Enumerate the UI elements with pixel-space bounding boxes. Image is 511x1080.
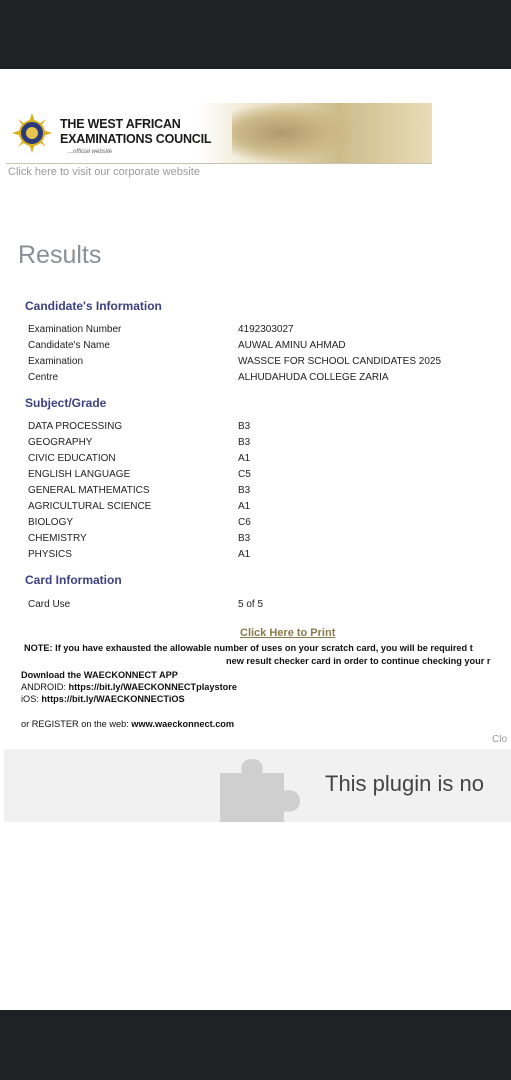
subject-name: ENGLISH LANGUAGE (28, 469, 131, 480)
tagline: ...official website (68, 149, 113, 155)
note-line1: If you have exhausted the allowable number of uses on your scratch card, you will be required t (52, 643, 473, 653)
info-label: Examination (28, 356, 84, 367)
grade-row (28, 421, 511, 437)
info-value: 4192303027 (238, 324, 294, 335)
ios-line (21, 693, 237, 705)
info-row (28, 324, 511, 340)
info-row (28, 356, 511, 372)
subject-name: BIOLOGY (28, 517, 74, 528)
grade-value: B3 (238, 421, 251, 432)
ios-link[interactable]: https://bit.ly/WAECKONNECTiOS (41, 694, 185, 704)
scratch-card-note (24, 642, 511, 668)
info-label: Candidate's Name (28, 340, 110, 351)
candidate-info-title: Candidate's Information (25, 299, 162, 313)
register-link[interactable]: www.waeckonnect.com (131, 719, 235, 729)
plugin-placeholder (4, 749, 511, 822)
app-download-info (21, 669, 237, 705)
grade-value: B3 (238, 437, 251, 448)
register-line (21, 719, 234, 729)
info-row (28, 372, 511, 388)
page-title: Results (18, 241, 102, 269)
organisation-name: THE WEST AFRICAN EXAMINATIONS COUNCIL (60, 117, 212, 146)
status-bar (0, 0, 511, 69)
grade-value: A1 (238, 549, 251, 560)
info-value: ALHUDAHUDA COLLEGE ZARIA (238, 372, 389, 383)
info-value: WASSCE FOR SCHOOL CANDIDATES 2025 (238, 356, 442, 367)
card-use-value: 5 of 5 (238, 599, 264, 610)
card-use-row (28, 599, 511, 615)
grade-row (28, 549, 511, 565)
note-prefix: NOTE: (24, 643, 53, 653)
waec-header-banner (6, 103, 432, 164)
grade-value: A1 (238, 453, 251, 464)
ios-label: iOS: (21, 694, 42, 704)
grade-row (28, 437, 511, 453)
grade-value: C6 (238, 517, 251, 528)
results-page (0, 69, 511, 1010)
subject-name: CIVIC EDUCATION (28, 453, 116, 464)
app-title: Download the WAECKONNECT APP (21, 670, 178, 680)
plugin-message: This plugin is no (325, 771, 484, 796)
grade-row (28, 469, 511, 485)
subject-name: GENERAL MATHEMATICS (28, 485, 150, 496)
grade-row (28, 517, 511, 533)
header-photo (232, 105, 352, 161)
grade-value: B3 (238, 485, 251, 496)
subject-name: AGRICULTURAL SCIENCE (28, 501, 152, 512)
subject-name: DATA PROCESSING (28, 421, 123, 432)
close-link[interactable]: Clo (492, 734, 508, 745)
android-label: ANDROID: (21, 682, 69, 692)
corporate-website-link[interactable]: Click here to visit our corporate website (8, 166, 200, 178)
card-use-label: Card Use (28, 599, 71, 610)
grade-row (28, 485, 511, 501)
info-row (28, 340, 511, 356)
grade-row (28, 501, 511, 517)
subject-name: PHYSICS (28, 549, 72, 560)
android-link[interactable]: https://bit.ly/WAECKONNECTplaystore (68, 682, 237, 692)
note-line2: new result checker card in order to continue checking your r (226, 656, 491, 666)
waec-seal-icon (12, 113, 52, 153)
subject-grade-title: Subject/Grade (25, 396, 107, 410)
grade-value: C5 (238, 469, 251, 480)
grade-row (28, 453, 511, 469)
navigation-bar (0, 1010, 511, 1080)
info-value: AUWAL AMINU AHMAD (238, 340, 346, 351)
grade-value: B3 (238, 533, 251, 544)
grade-row (28, 533, 511, 549)
info-label: Examination Number (28, 324, 122, 335)
register-text: or REGISTER on the web: (21, 719, 132, 729)
android-line (21, 681, 237, 693)
info-label: Centre (28, 372, 59, 383)
subject-name: CHEMISTRY (28, 533, 87, 544)
puzzle-piece-icon (212, 759, 302, 822)
grade-value: A1 (238, 501, 251, 512)
subject-name: GEOGRAPHY (28, 437, 93, 448)
print-button[interactable]: Click Here to Print (240, 627, 336, 639)
card-info-title: Card Information (25, 573, 122, 587)
